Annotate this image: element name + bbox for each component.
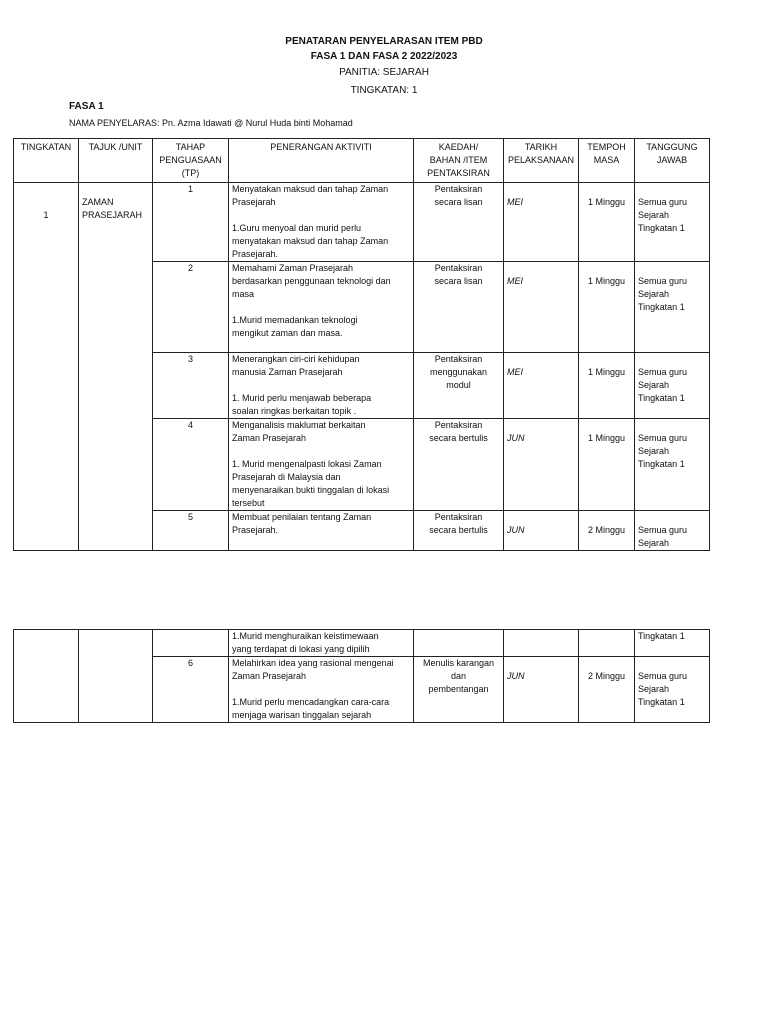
- kaedah-cell: Pentaksiran secara lisan: [414, 183, 504, 262]
- tarikh-cell: [504, 630, 579, 657]
- tempoh-cell: 1 Minggu: [579, 183, 635, 262]
- panitia-label: PANITIA: SEJARAH: [339, 67, 429, 78]
- table-row: [14, 630, 710, 657]
- fasa-heading: FASA 1: [69, 101, 104, 112]
- tingkatan-cell: 1: [14, 183, 79, 551]
- tempoh-cell: 1 Minggu: [579, 419, 635, 511]
- tp-cell: 6: [153, 657, 229, 723]
- aktiviti-cell: Menyatakan maksud dan tahap Zaman Prasejarah 1.Guru menyoal dan murid perlu menyatakan maksud dan tahap Zaman Prasejarah.: [229, 183, 414, 262]
- tajuk-cell: ZAMAN PRASEJARAH: [79, 183, 153, 551]
- tp-cell: 5: [153, 511, 229, 551]
- tarikh-cell: JUN: [504, 419, 579, 511]
- pbd-table-page2: [13, 629, 710, 723]
- tarikh-cell: JUN: [504, 657, 579, 723]
- col-tingkatan: TINGKATAN: [14, 139, 79, 183]
- col-kaedah: KAEDAH/ BAHAN /ITEM PENTAKSIRAN: [414, 139, 504, 183]
- col-tahap: TAHAP PENGUASAAN (TP): [153, 139, 229, 183]
- tingkatan-cell: [14, 630, 79, 723]
- tempoh-cell: [579, 630, 635, 657]
- aktiviti-cell: Memahami Zaman Prasejarah berdasarkan penggunaan teknologi dan masa 1.Murid memadankan teknologi mengikut zaman dan masa.: [229, 262, 414, 353]
- aktiviti-cell: Menerangkan ciri-ciri kehidupan manusia Zaman Prasejarah 1. Murid perlu menjawab beberapa soalan ringkas berkaitan topik .: [229, 353, 414, 419]
- tp-cell: 4: [153, 419, 229, 511]
- tp-cell: 3: [153, 353, 229, 419]
- aktiviti-cell: 1.Murid menghuraikan keistimewaan yang terdapat di lokasi yang dipilih: [229, 630, 414, 657]
- coordinator-name: NAMA PENYELARAS: Pn. Azma Idawati @ Nurul Huda binti Mohamad: [69, 118, 353, 128]
- tp-cell: 1: [153, 183, 229, 262]
- kaedah-cell: Menulis karangan dan pembentangan: [414, 657, 504, 723]
- tempoh-cell: 2 Minggu: [579, 657, 635, 723]
- tanggung-cell: Semua guru Sejarah Tingkatan 1: [635, 419, 710, 511]
- kaedah-cell: Pentaksiran secara bertulis: [414, 511, 504, 551]
- tanggung-cell: Semua guru Sejarah Tingkatan 1: [635, 183, 710, 262]
- tanggung-cell: Semua guru Sejarah: [635, 511, 710, 551]
- col-tanggung: TANGGUNG JAWAB: [635, 139, 710, 183]
- col-tempoh: TEMPOH MASA: [579, 139, 635, 183]
- tarikh-cell: MEI: [504, 262, 579, 353]
- document-title: PENATARAN PENYELARASAN ITEM PBD: [285, 36, 483, 47]
- tarikh-cell: MEI: [504, 183, 579, 262]
- tanggung-cell: Tingkatan 1: [635, 630, 710, 657]
- kaedah-cell: Pentaksiran menggunakan modul: [414, 353, 504, 419]
- tarikh-cell: JUN: [504, 511, 579, 551]
- table-row: [14, 183, 710, 262]
- aktiviti-cell: Melahirkan idea yang rasional mengenai Zaman Prasejarah 1.Murid perlu mencadangkan cara-cara menjaga warisan tinggalan sejarah: [229, 657, 414, 723]
- col-tajuk: TAJUK /UNIT: [79, 139, 153, 183]
- document-subtitle: FASA 1 DAN FASA 2 2022/2023: [310, 51, 458, 62]
- tanggung-cell: Semua guru Sejarah Tingkatan 1: [635, 262, 710, 353]
- tarikh-cell: MEI: [504, 353, 579, 419]
- kaedah-cell: Pentaksiran secara bertulis: [414, 419, 504, 511]
- col-tarikh: TARIKH PELAKSANAAN: [504, 139, 579, 183]
- tp-cell: [153, 630, 229, 657]
- kaedah-cell: [414, 630, 504, 657]
- tingkatan-label: TINGKATAN: 1: [350, 85, 418, 96]
- tempoh-cell: 1 Minggu: [579, 262, 635, 353]
- tp-cell: 2: [153, 262, 229, 353]
- col-penerangan: PENERANGAN AKTIVITI: [229, 139, 414, 183]
- tempoh-cell: 1 Minggu: [579, 353, 635, 419]
- tanggung-cell: Semua guru Sejarah Tingkatan 1: [635, 657, 710, 723]
- kaedah-cell: Pentaksiran secara lisan: [414, 262, 504, 353]
- aktiviti-cell: Menganalisis maklumat berkaitan Zaman Prasejarah 1. Murid mengenalpasti lokasi Zaman Prasejarah di Malaysia dan menyenaraikan bukti tinggalan di lokasi tersebut: [229, 419, 414, 511]
- pbd-table-page1: [13, 138, 710, 551]
- table-header-row: [14, 139, 710, 183]
- tempoh-cell: 2 Minggu: [579, 511, 635, 551]
- tajuk-cell: [79, 630, 153, 723]
- tanggung-cell: Semua guru Sejarah Tingkatan 1: [635, 353, 710, 419]
- aktiviti-cell: Membuat penilaian tentang Zaman Prasejarah.: [229, 511, 414, 551]
